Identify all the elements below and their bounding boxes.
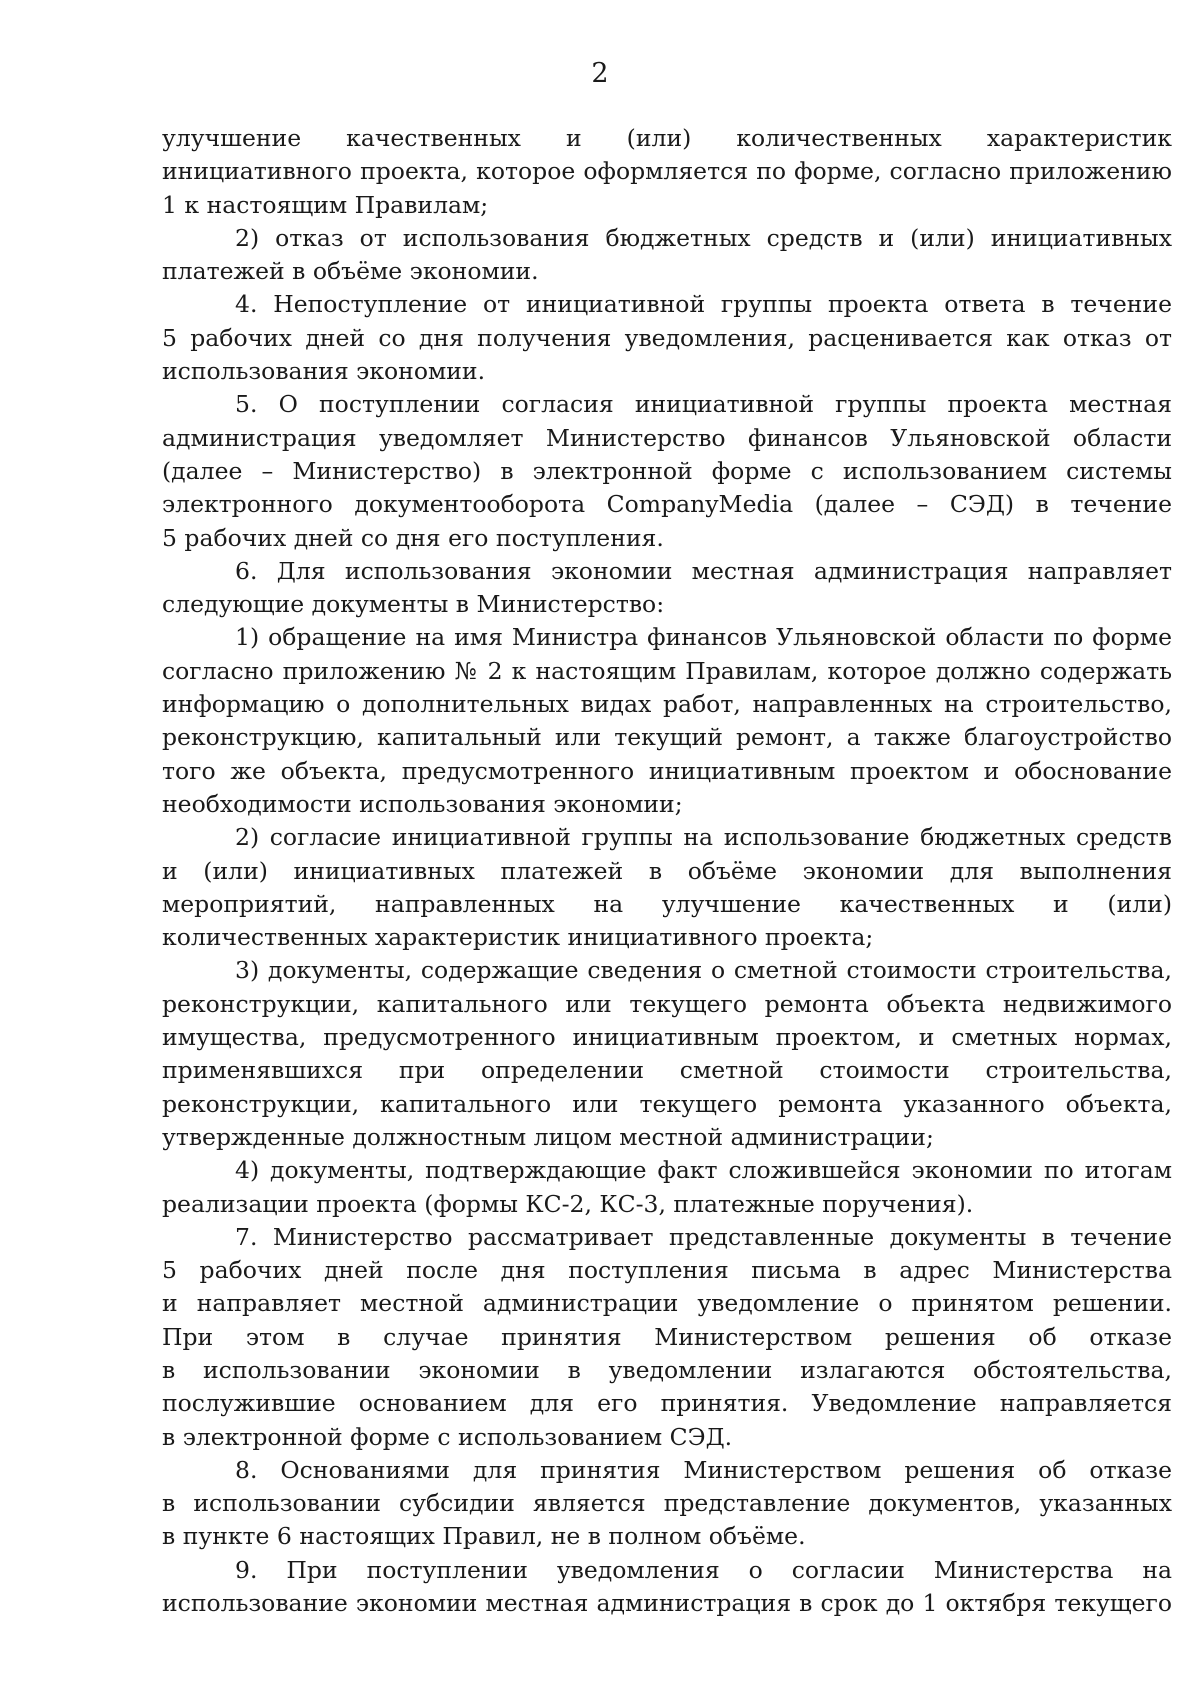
paragraph: [162, 388, 1172, 554]
text-line: 7. Министерство рассматривает представленные документы в течение: [235, 1222, 1172, 1251]
text-line: 4) документы, подтверждающие факт сложившейся экономии по итогам: [235, 1156, 1172, 1185]
text-line: реконструкции, капитального или текущего ремонта объекта недвижимого: [162, 989, 1172, 1018]
text-line: информацию о дополнительных видах работ, направленных на строительство,: [162, 690, 1172, 719]
text-line: в электронной форме с использованием СЭД.: [162, 1422, 733, 1451]
text-line: 5 рабочих дней со дня его поступления.: [162, 523, 664, 552]
text-line: и (или) инициативных платежей в объёме экономии для выполнения: [162, 856, 1172, 885]
paragraph: [162, 555, 1172, 622]
text-line: При этом в случае принятия Министерством решения об отказе: [162, 1322, 1172, 1351]
text-line: необходимости использования экономии;: [162, 789, 683, 818]
paragraph: [162, 1554, 1172, 1621]
text-line: использования экономии.: [162, 357, 486, 386]
paragraph: [162, 821, 1172, 954]
text-line: 5 рабочих дней со дня получения уведомления, расценивается как отказ от: [162, 323, 1172, 352]
text-line: 5. О поступлении согласия инициативной группы проекта местная: [235, 390, 1172, 419]
text-line: в использовании субсидии является представление документов, указанных: [162, 1489, 1172, 1518]
text-line: в использовании экономии в уведомлении излагаются обстоятельства,: [162, 1355, 1172, 1384]
paragraph: [162, 1454, 1172, 1554]
paragraph: [162, 1154, 1172, 1221]
text-line: того же объекта, предусмотренного инициативным проектом и обоснование: [162, 756, 1172, 785]
text-line: 1 к настоящим Правилам;: [162, 190, 489, 219]
text-line: применявшихся при определении сметной стоимости строительства,: [162, 1056, 1172, 1085]
paragraph: [162, 621, 1172, 821]
paragraph: [162, 288, 1172, 388]
text-line: (далее – Министерство) в электронной форме с использованием системы: [162, 456, 1172, 485]
page-number: 2: [591, 58, 609, 89]
text-line: следующие документы в Министерство:: [162, 590, 665, 619]
text-line: 8. Основаниями для принятия Министерством решения об отказе: [235, 1455, 1172, 1484]
text-line: инициативного проекта, которое оформляется по форме, согласно приложению: [162, 157, 1172, 186]
text-line: реконструкции, капитального или текущего ремонта указанного объекта,: [162, 1089, 1172, 1118]
text-line: количественных характеристик инициативного проекта;: [162, 923, 874, 952]
paragraph: [162, 954, 1172, 1154]
text-line: имущества, предусмотренного инициативным проектом, и сметных нормах,: [162, 1023, 1172, 1052]
text-line: использование экономии местная администрация в срок до 1 октября текущего: [162, 1589, 1172, 1618]
text-line: 2) согласие инициативной группы на использование бюджетных средств: [235, 823, 1172, 852]
text-line: в пункте 6 настоящих Правил, не в полном объёме.: [162, 1522, 806, 1551]
text-line: электронного документооборота CompanyMedia (далее – СЭД) в течение: [162, 490, 1172, 519]
text-line: администрация уведомляет Министерство финансов Ульяновской области: [162, 423, 1172, 452]
text-line: платежей в объёме экономии.: [162, 257, 539, 286]
text-line: мероприятий, направленных на улучшение качественных и (или): [162, 889, 1172, 918]
text-line: утвержденные должностным лицом местной администрации;: [162, 1122, 934, 1151]
text-line: 3) документы, содержащие сведения о сметной стоимости строительства,: [235, 956, 1172, 985]
text-line: согласно приложению № 2 к настоящим Правилам, которое должно содержать: [162, 656, 1172, 685]
document-body: [162, 122, 1172, 1620]
text-line: 4. Непоступление от инициативной группы проекта ответа в течение: [235, 290, 1172, 319]
paragraph: [162, 222, 1172, 289]
text-line: 1) обращение на имя Министра финансов Ульяновской области по форме: [235, 623, 1172, 652]
text-line: 2) отказ от использования бюджетных средств и (или) инициативных: [235, 223, 1172, 252]
text-line: 6. Для использования экономии местная администрация направляет: [235, 556, 1172, 585]
text-line: 5 рабочих дней после дня поступления письма в адрес Министерства: [162, 1256, 1172, 1285]
text-line: улучшение качественных и (или) количественных характеристик: [162, 124, 1172, 152]
paragraph: [162, 1221, 1172, 1454]
text-line: реконструкцию, капитальный или текущий ремонт, а также благоустройство: [162, 723, 1172, 752]
text-line: и направляет местной администрации уведомление о принятом решении.: [162, 1289, 1172, 1318]
text-line: 9. При поступлении уведомления о согласии Министерства на: [235, 1555, 1172, 1584]
text-line: послужившие основанием для его принятия. Уведомление направляется: [162, 1389, 1172, 1418]
paragraph: [162, 122, 1172, 222]
text-line: реализации проекта (формы КС-2, КС-3, платежные поручения).: [162, 1189, 974, 1218]
